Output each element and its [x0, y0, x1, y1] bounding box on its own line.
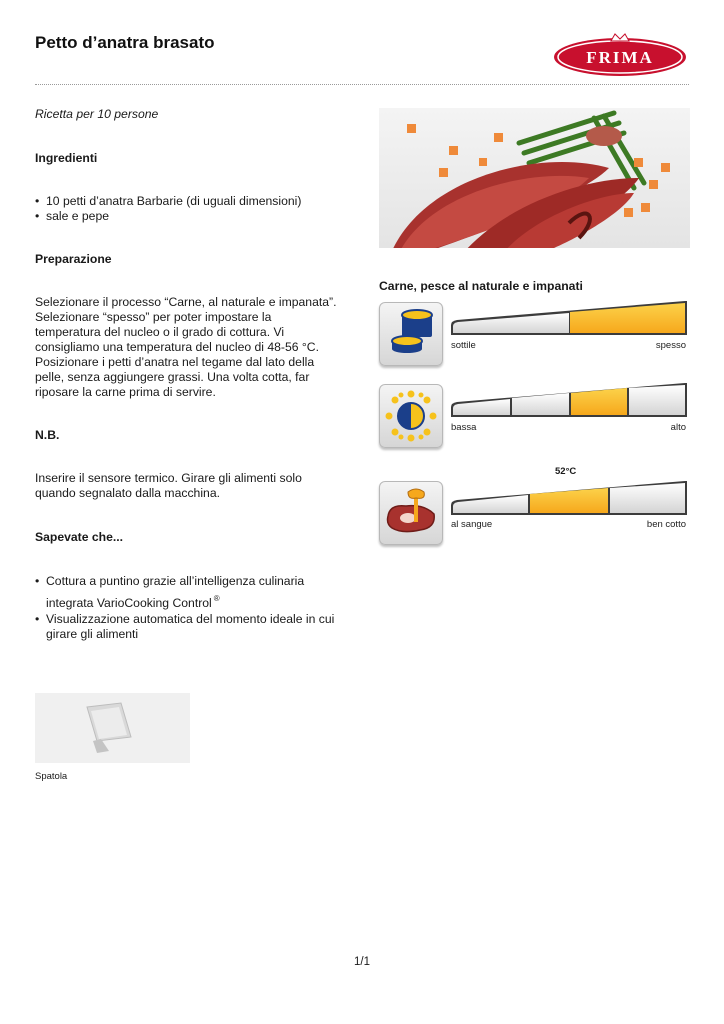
- spatula-image: [35, 693, 190, 763]
- nb-heading: N.B.: [35, 428, 60, 442]
- browning-min-label: bassa: [451, 422, 477, 433]
- core-temperature-min-label: al sangue: [451, 519, 493, 530]
- thickness-icon: [379, 302, 443, 366]
- frima-logo: [553, 31, 687, 77]
- preparation-heading: Preparazione: [35, 252, 112, 266]
- ingredient-item: • 10 petti d’anatra Barbarie (di uguali dimensioni): [35, 194, 335, 209]
- header-divider: [35, 84, 689, 85]
- preparation-text: Selezionare il processo “Carne, al naturale e impanata”. Selezionare “spesso” per poter impostare la temperatura del nucleo o il grado di cottura. Vi consigliamo una temperatura del nucleo di 48-56 °C. Posizionare i petti d’anatra nel tegame dal lato della pelle, senza aggiungere grassi. Una volta cotta, far riposare la carne prima di servire.: [35, 295, 337, 399]
- registered-mark: ®: [213, 594, 220, 603]
- ingredients-heading: Ingredienti: [35, 151, 98, 165]
- browning-bar: [451, 383, 687, 417]
- nb-text: Inserire il sensore termico. Girare gli alimenti solo quando segnalato dalla macchina.: [35, 471, 302, 500]
- duck-breast-photo: [379, 108, 690, 248]
- facts-heading: Sapevate che...: [35, 530, 124, 544]
- ingredients-list: [35, 194, 335, 224]
- core-temperature-value: 52°C: [555, 466, 577, 477]
- program-title: Carne, pesce al naturale e impanati: [379, 279, 583, 293]
- core-temperature-icon: [379, 481, 443, 545]
- fact-item: [35, 573, 340, 612]
- spatula-label: Spatola: [35, 771, 68, 782]
- browning-icon: [379, 384, 443, 448]
- core-temperature-max-label: ben cotto: [646, 519, 686, 530]
- servings-text: Ricetta per 10 persone: [35, 107, 159, 121]
- ingredient-item: • sale e pepe: [35, 209, 335, 224]
- thickness-max-label: spesso: [655, 340, 686, 351]
- svg-text:FRIMA: FRIMA: [586, 48, 654, 67]
- thickness-min-label: sottile: [451, 340, 476, 351]
- fact-item: • Visualizzazione automatica del momento ideale in cui girare gli alimenti: [35, 612, 340, 642]
- browning-max-label: alto: [670, 422, 686, 433]
- thickness-bar: [451, 301, 687, 335]
- fact-text: Cottura a puntino grazie all’intelligenza culinaria integrata VarioCooking Control: [46, 574, 305, 610]
- page-number: 1/1: [354, 956, 370, 968]
- page-title: Petto d’anatra brasato: [35, 33, 215, 52]
- facts-list: [35, 573, 340, 642]
- core-temperature-bar: [451, 481, 687, 515]
